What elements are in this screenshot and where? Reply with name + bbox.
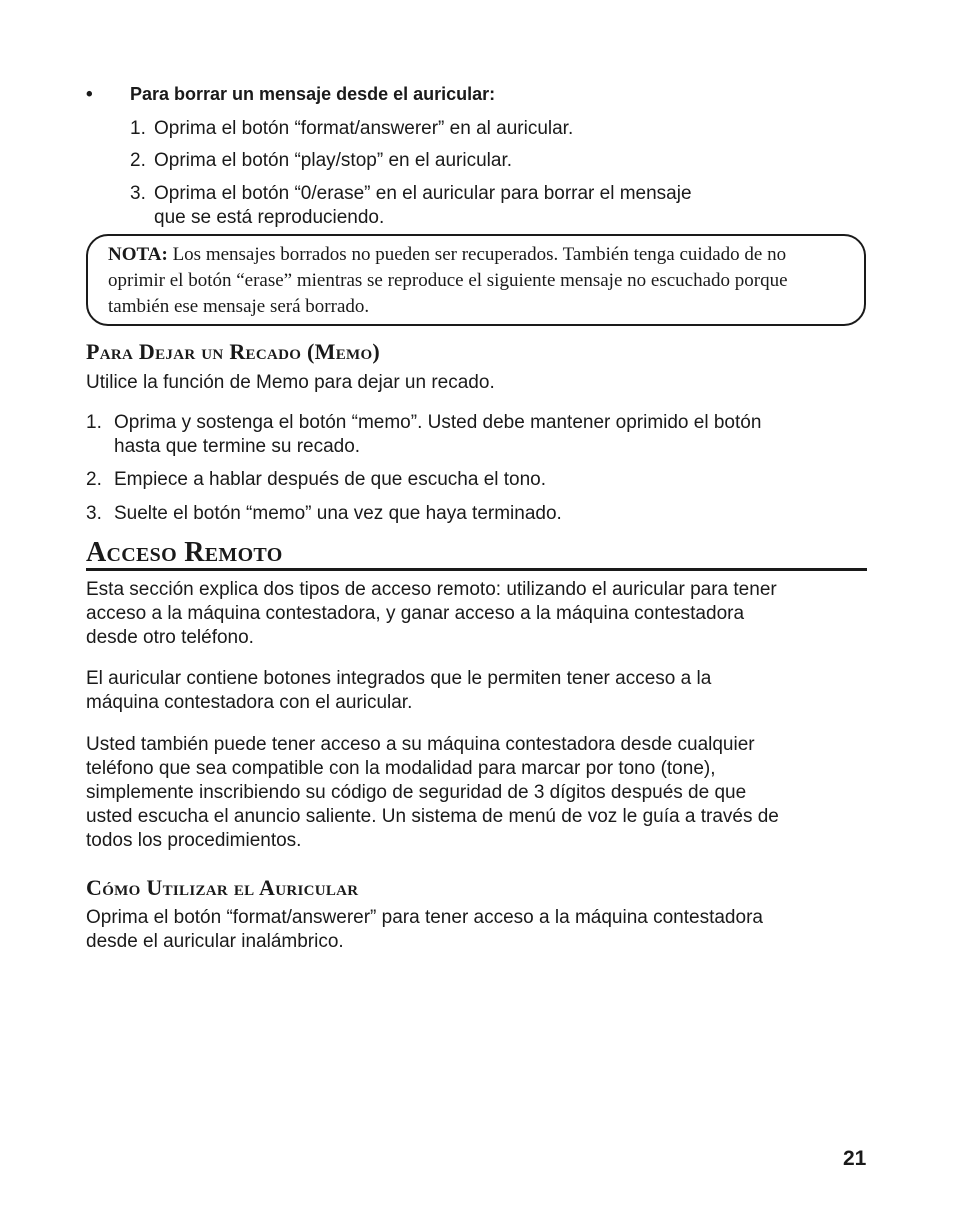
page-number: 21 bbox=[843, 1147, 867, 1170]
step-number: 3. bbox=[130, 183, 146, 204]
paragraph-line: Esta sección explica dos tipos de acceso remoto: utilizando el auricular para tener bbox=[86, 579, 777, 600]
paragraph-line: máquina contestadora con el auricular. bbox=[86, 692, 413, 713]
paragraph-line: acceso a la máquina contestadora, y ganar acceso a la máquina contestadora bbox=[86, 603, 745, 624]
paragraph-line: desde el auricular inalámbrico. bbox=[86, 931, 344, 952]
paragraph bbox=[86, 906, 876, 954]
paragraph-line: desde otro teléfono. bbox=[86, 627, 254, 648]
paragraph-line: teléfono que sea compatible con la modalidad para marcar por tono (tone), bbox=[86, 758, 716, 779]
list-number: 1. bbox=[86, 412, 102, 433]
handset-section-title: Cómo Utilizar el Auricular bbox=[86, 875, 359, 900]
bullet-mark: • bbox=[86, 84, 93, 105]
paragraph bbox=[86, 733, 876, 853]
step-text: Oprima el botón “play/stop” en el auricular. bbox=[154, 150, 513, 171]
step-item bbox=[130, 149, 512, 173]
list-text-continued: hasta que termine su recado. bbox=[114, 436, 361, 457]
list-text: Empiece a hablar después de que escucha el tono. bbox=[114, 469, 547, 490]
paragraph-line: El auricular contiene botones integrados que le permiten tener acceso a la bbox=[86, 668, 712, 689]
paragraph-line: simplemente inscribiendo su código de seguridad de 3 dígitos después de que bbox=[86, 782, 747, 803]
paragraph-line: usted escucha el anuncio saliente. Un sistema de menú de voz le guía a través de bbox=[86, 806, 779, 827]
step-text: Oprima el botón “format/answerer” en al auricular. bbox=[154, 118, 574, 139]
step-text-continued: que se está reproduciendo. bbox=[154, 207, 385, 228]
subsection-title: Para borrar un mensaje desde el auricular: bbox=[130, 84, 496, 104]
paragraph-line: Usted también puede tener acceso a su máquina contestadora desde cualquier bbox=[86, 734, 755, 755]
step-text: Oprima el botón “0/erase” en el auricular para borrar el mensaje bbox=[154, 183, 692, 204]
step-number: 1. bbox=[130, 118, 146, 139]
paragraph bbox=[86, 667, 876, 715]
section-divider bbox=[86, 568, 867, 571]
list-number: 2. bbox=[86, 469, 102, 490]
list-text: Suelte el botón “memo” una vez que haya terminado. bbox=[114, 503, 562, 524]
note-text bbox=[108, 242, 838, 320]
remote-section-title: Acceso Remoto bbox=[86, 537, 283, 568]
paragraph bbox=[86, 578, 876, 650]
paragraph-line: todos los procedimientos. bbox=[86, 830, 302, 851]
memo-section-title: Para Dejar un Recado (Memo) bbox=[86, 339, 381, 364]
note-label: NOTA: bbox=[108, 244, 168, 265]
list-item bbox=[86, 468, 866, 492]
list-text: Oprima y sostenga el botón “memo”. Usted debe mantener oprimido el botón bbox=[114, 412, 762, 433]
step-item bbox=[130, 182, 692, 230]
list-number: 3. bbox=[86, 503, 102, 524]
step-item bbox=[130, 117, 573, 141]
note-body: Los mensajes borrados no pueden ser recuperados. También tenga cuidado de no oprimir el botón “erase” mientras se reproduce el siguiente mensaje no escuchado porque también ese mensaje será borrado. bbox=[108, 244, 788, 317]
paragraph-line: Oprima el botón “format/answerer” para tener acceso a la máquina contestadora bbox=[86, 907, 763, 928]
step-number: 2. bbox=[130, 150, 146, 171]
memo-intro: Utilice la función de Memo para dejar un recado. bbox=[86, 372, 495, 393]
note-box bbox=[86, 234, 866, 326]
list-item bbox=[86, 502, 866, 526]
list-item bbox=[86, 411, 866, 459]
